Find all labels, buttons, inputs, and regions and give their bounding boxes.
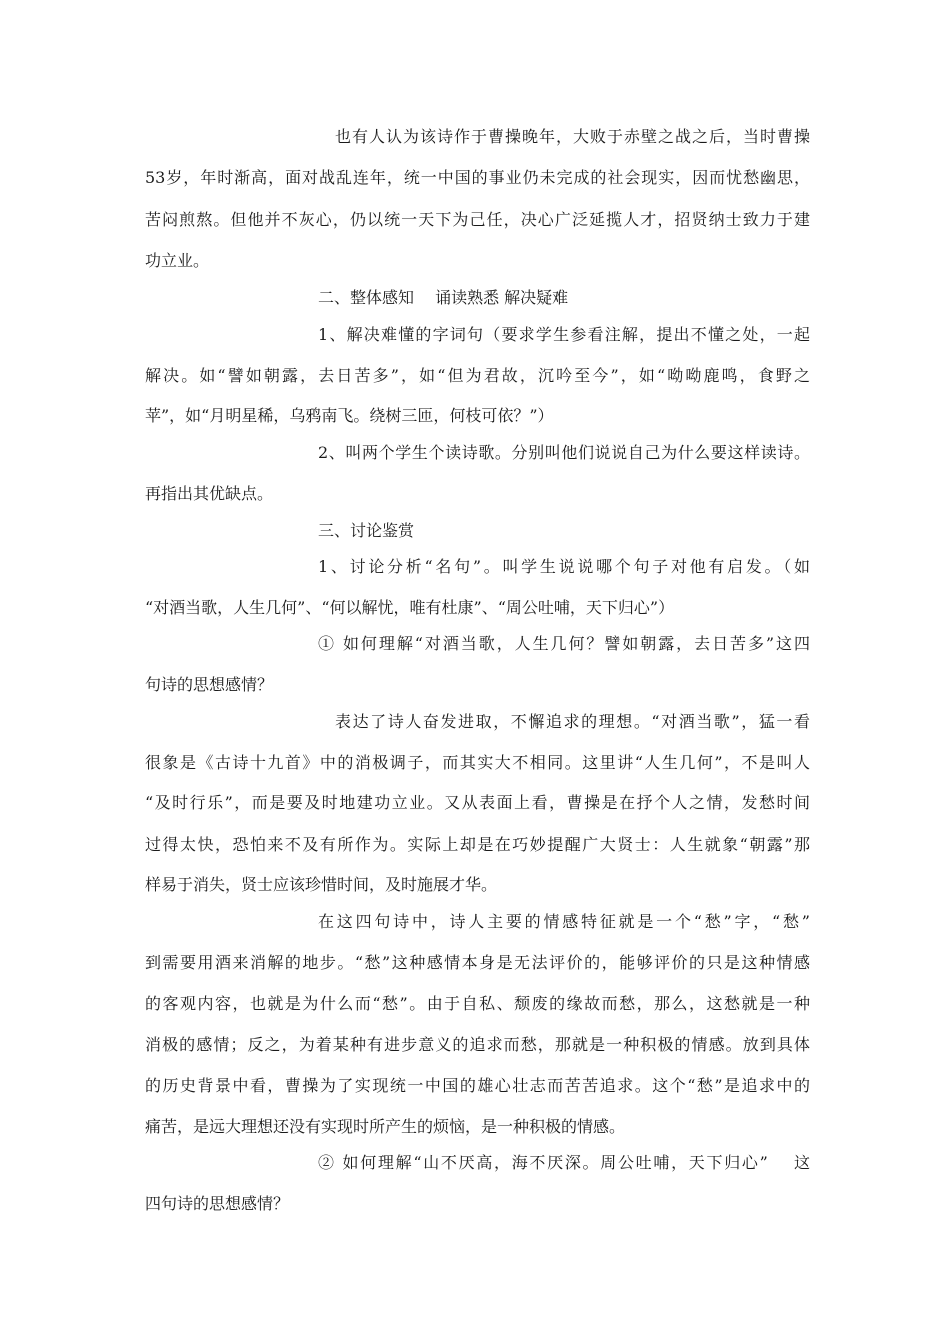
paragraph-line: 再指出其优缺点。 xyxy=(145,484,274,503)
paragraph-line: 表达了诗人奋发进取，不懈追求的理想。“对酒当歌”，猛一看 xyxy=(335,712,810,731)
paragraph-line: 过得太快，恐怕来不及有所作为。实际上却是在巧妙提醒广大贤士：人生就象“朝露”那 xyxy=(145,835,810,854)
paragraph-line: 也有人认为该诗作于曹操晚年，大败于赤壁之战之后，当时曹操 xyxy=(335,127,810,146)
paragraph-line: 53岁，年时渐高，面对战乱连年，统一中国的事业仍未完成的社会现实，因而忧愁幽思， xyxy=(145,168,810,187)
paragraph-line: 苹”，如“月明星稀，乌鸦南飞。绕树三匝，何枝可依？”） xyxy=(145,406,554,425)
question-line: 句诗的思想感情？ xyxy=(145,675,274,694)
paragraph-line: 的客观内容，也就是为什么而“愁”。由于自私、颓废的缘故而愁，那么，这愁就是一种 xyxy=(145,994,810,1013)
paragraph-line: 解决。如“譬如朝露，去日苦多”，如“但为君故，沉吟至今”，如“呦呦鹿鸣，食野之 xyxy=(145,366,810,385)
paragraph-line: “及时行乐”，而是要及时地建功立业。又从表面上看，曹操是在抒个人之情，发愁时间 xyxy=(145,793,810,812)
question-line: ① 如何理解“对酒当歌，人生几何？譬如朝露，去日苦多”这四 xyxy=(318,634,810,653)
paragraph-line: 苦闷煎熬。但他并不灰心，仍以统一天下为己任，决心广泛延揽人才，招贤纳士致力于建 xyxy=(145,210,810,229)
paragraph-line: 消极的感情；反之，为着某种有进步意义的追求而愁，那就是一种积极的情感。放到具体 xyxy=(145,1035,810,1054)
section-heading: 三、讨论鉴赏 xyxy=(318,521,415,540)
paragraph-line: 的历史背景中看，曹操为了实现统一中国的雄心壮志而苦苦追求。这个“愁”是追求中的 xyxy=(145,1076,810,1095)
paragraph-line: 2、叫两个学生个读诗歌。分别叫他们说说自己为什么要这样读诗。 xyxy=(318,443,810,462)
section-heading: 二、整体感知 诵读熟悉 解决疑难 xyxy=(318,288,569,307)
paragraph-line: 在这四句诗中，诗人主要的情感特征就是一个“愁”字，“愁” xyxy=(318,912,810,931)
paragraph-line: 很象是《古诗十九首》中的消极调子，而其实大不相同。这里讲“人生几何”，不是叫人 xyxy=(145,753,810,772)
paragraph-line: 1、讨论分析“名句”。叫学生说说哪个句子对他有启发。（如 xyxy=(318,557,810,576)
paragraph-line: 到需要用酒来消解的地步。“愁”这种感情本身是无法评价的，能够评价的只是这种情感 xyxy=(145,953,810,972)
paragraph-line: 样易于消失，贤士应该珍惜时间，及时施展才华。 xyxy=(145,875,498,894)
question-line: 四句诗的思想感情？ xyxy=(145,1194,290,1213)
paragraph-line: “对酒当歌，人生几何”、“何以解忧，唯有杜康”、“周公吐哺，天下归心”） xyxy=(145,598,675,617)
paragraph-line: 1、解决难懂的字词句（要求学生参看注解，提出不懂之处，一起 xyxy=(318,325,810,344)
paragraph-line: 痛苦，是远大理想还没有实现时所产生的烦恼，是一种积极的情感。 xyxy=(145,1117,626,1136)
paragraph-line: 功立业。 xyxy=(145,251,210,270)
question-line: ② 如何理解“山不厌高，海不厌深。周公吐哺，天下归心” 这 xyxy=(318,1153,810,1172)
